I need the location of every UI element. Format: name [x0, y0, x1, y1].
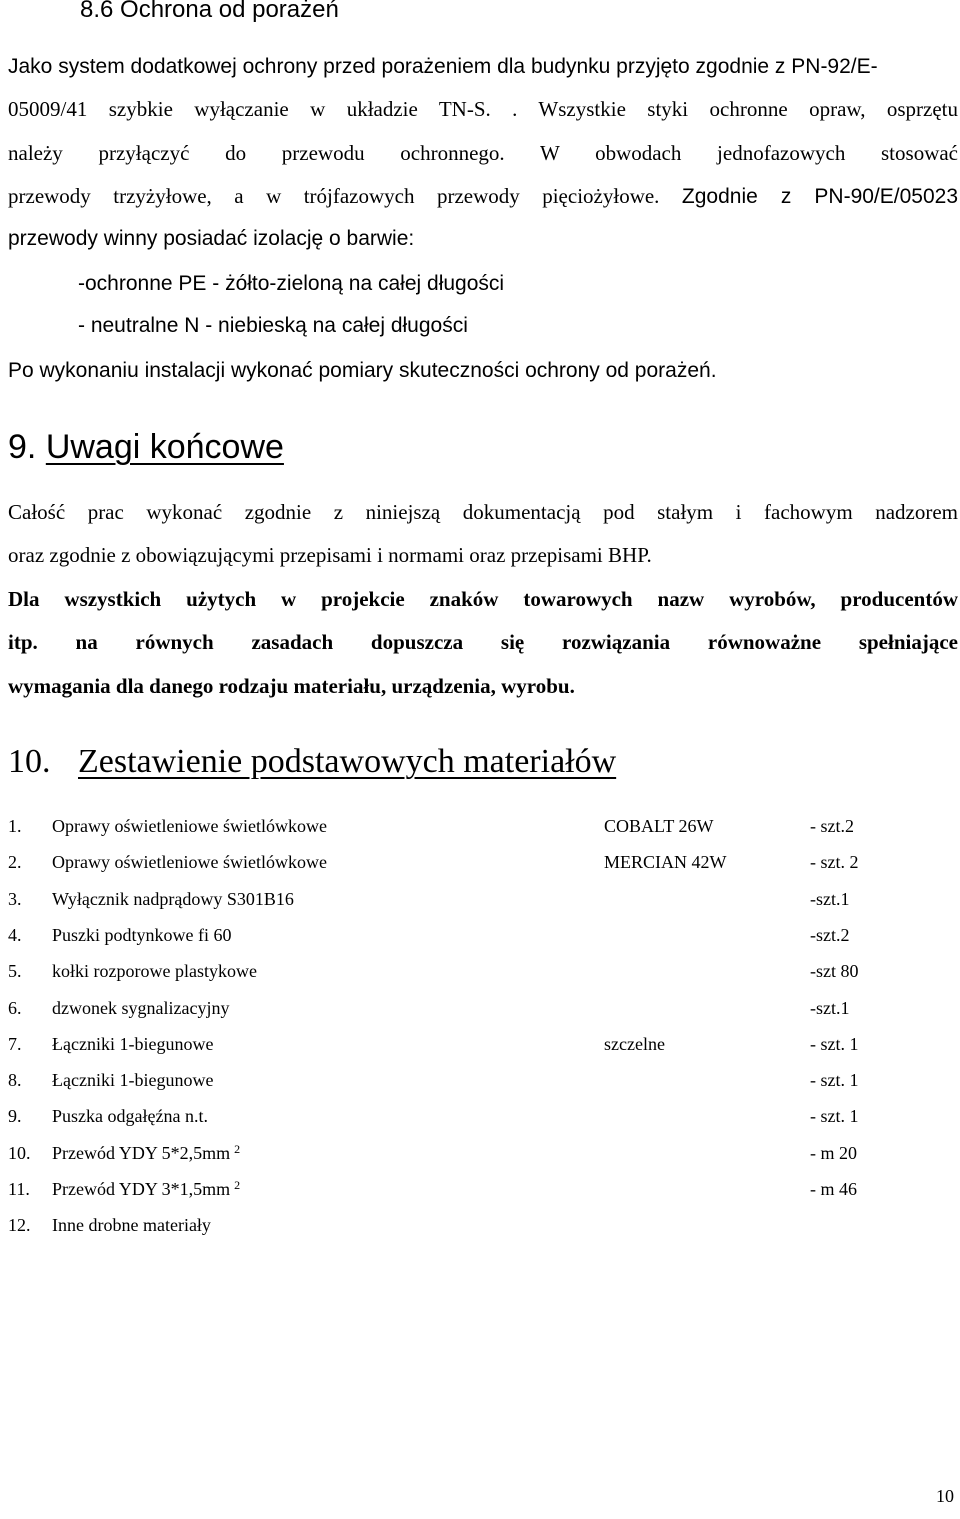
materials-row-number: 2. [8, 852, 22, 872]
materials-row [0, 1143, 960, 1167]
section-8-6-heading: 8.6 Ochrona od porażeń [80, 0, 339, 23]
materials-row-quantity: -szt.1 [810, 998, 850, 1018]
section-9-title: Uwagi końcowe [45, 428, 284, 466]
color-n-line: - neutralne N - niebieską na całej długości [78, 314, 468, 337]
materials-row-quantity: -szt 80 [810, 961, 859, 981]
materials-row [0, 1070, 960, 1094]
color-pe-line: -ochronne PE - żółto-zieloną na całej długości [78, 272, 505, 295]
materials-row-model: COBALT 26W [604, 816, 714, 836]
materials-row-number: 6. [8, 998, 22, 1018]
materials-row-model: MERCIAN 42W [604, 852, 727, 872]
para-9-line-1: Całość prac wykonać zgodnie z niniejszą dokumentacją pod stałym i fachowym nadzorem [8, 500, 958, 524]
materials-row-name [52, 998, 229, 1019]
materials-row-name [52, 1215, 211, 1236]
para-9-line-2: oraz zgodnie z obowiązującymi przepisami i normami oraz przepisami BHP. [8, 543, 652, 567]
materials-row-name [52, 816, 327, 837]
materials-row-name [52, 1034, 213, 1055]
materials-row-name-text: Przewód YDY 5*2,5mm [52, 1143, 231, 1163]
para-8-6-line-2: 05009/41 szybkie wyłączanie w układzie TN-S. . Wszystkie styki ochronne opraw, osprzętu [8, 97, 958, 121]
section-9-heading [8, 428, 284, 467]
para-8-6-line-4 [8, 184, 958, 209]
materials-row-name-text: Przewód YDY 3*1,5mm [52, 1179, 231, 1199]
para-8-6-line-3: należy przyłączyć do przewodu ochronnego. W obwodach jednofazowych stosować [8, 141, 958, 165]
materials-row-number: 5. [8, 961, 22, 981]
materials-row-quantity: -szt.2 [810, 925, 850, 945]
materials-row-name-text: Puszka odgałęźna n.t. [52, 1106, 208, 1126]
materials-row-name-text: Łączniki 1-biegunowe [52, 1034, 214, 1054]
page-number: 10 [936, 1486, 954, 1506]
materials-row-quantity: - szt. 1 [810, 1070, 859, 1090]
materials-row-number: 1. [8, 816, 22, 836]
materials-row [0, 1179, 960, 1203]
materials-row-quantity: -szt.1 [810, 889, 850, 909]
materials-row-quantity: - szt.2 [810, 816, 854, 836]
materials-row-name-text: dzwonek sygnalizacyjny [52, 998, 230, 1018]
materials-row [0, 1034, 960, 1058]
materials-row [0, 852, 960, 876]
materials-row-quantity: - szt. 2 [810, 852, 859, 872]
materials-row-name [52, 925, 232, 946]
section-10-title: Zestawienie podstawowych materiałów [78, 743, 617, 780]
materials-row-name-text: Łączniki 1-biegunowe [52, 1070, 214, 1090]
materials-row-name [52, 1179, 240, 1200]
materials-row-name [52, 961, 257, 982]
materials-row-name-text: Oprawy oświetleniowe świetlówkowe [52, 852, 327, 872]
materials-row-quantity: - m 20 [810, 1143, 857, 1163]
materials-row-number: 10. [8, 1143, 31, 1163]
section-10-number: 10. [8, 743, 51, 780]
para-8-6-line-5: przewody winny posiadać izolację o barwie: [8, 227, 415, 250]
materials-row-superscript: 2 [234, 1142, 241, 1156]
materials-row-number: 11. [8, 1179, 30, 1199]
materials-row [0, 998, 960, 1022]
materials-row-name-text: Inne drobne materiały [52, 1215, 211, 1235]
materials-row-number: 8. [8, 1070, 22, 1090]
materials-row [0, 889, 960, 913]
materials-row-superscript: 2 [234, 1178, 241, 1192]
materials-row-name-text: kołki rozporowe plastykowe [52, 961, 257, 981]
materials-row-name [52, 1070, 213, 1091]
materials-row [0, 1106, 960, 1130]
bold-note-line-1: Dla wszystkich użytych w projekcie znaków towarowych nazw wyrobów, producentów [8, 587, 958, 611]
materials-row-quantity: - m 46 [810, 1179, 857, 1199]
materials-row-name [52, 852, 327, 873]
para-8-6-closing: Po wykonaniu instalacji wykonać pomiary skuteczności ochrony od porażeń. [8, 359, 717, 382]
materials-row-number: 12. [8, 1215, 31, 1235]
materials-row [0, 961, 960, 985]
section-9-number: 9. [8, 428, 37, 466]
materials-row-name [52, 1143, 240, 1164]
materials-row-number: 4. [8, 925, 22, 945]
materials-row-name [52, 889, 294, 910]
materials-row-number: 3. [8, 889, 22, 909]
para-8-6-line-4-part-b: Zgodnie z PN-90/E/05023 [681, 185, 958, 208]
materials-row-name-text: Wyłącznik nadprądowy S301B16 [52, 889, 294, 909]
materials-row [0, 1215, 960, 1239]
para-8-6-line-4-part-a: przewody trzyżyłowe, a w trójfazowych przewody pięciożyłowe. [8, 184, 660, 208]
materials-row [0, 925, 960, 949]
materials-row [0, 816, 960, 840]
materials-row-name-text: Oprawy oświetleniowe świetlówkowe [52, 816, 327, 836]
materials-row-model: szczelne [604, 1034, 665, 1054]
para-8-6-line-1: Jako system dodatkowej ochrony przed porażeniem dla budynku przyjęto zgodnie z PN-92/E- [8, 55, 878, 78]
materials-row-quantity: - szt. 1 [810, 1106, 859, 1126]
materials-row-name [52, 1106, 208, 1127]
materials-row-name-text: Puszki podtynkowe fi 60 [52, 925, 232, 945]
materials-row-number: 9. [8, 1106, 22, 1126]
materials-row-number: 7. [8, 1034, 22, 1054]
materials-row-quantity: - szt. 1 [810, 1034, 859, 1054]
bold-note-line-3: wymagania dla danego rodzaju materiału, urządzenia, wyrobu. [8, 674, 575, 698]
bold-note-line-2: itp. na równych zasadach dopuszcza się rozwiązania równoważne spełniające [8, 630, 958, 654]
